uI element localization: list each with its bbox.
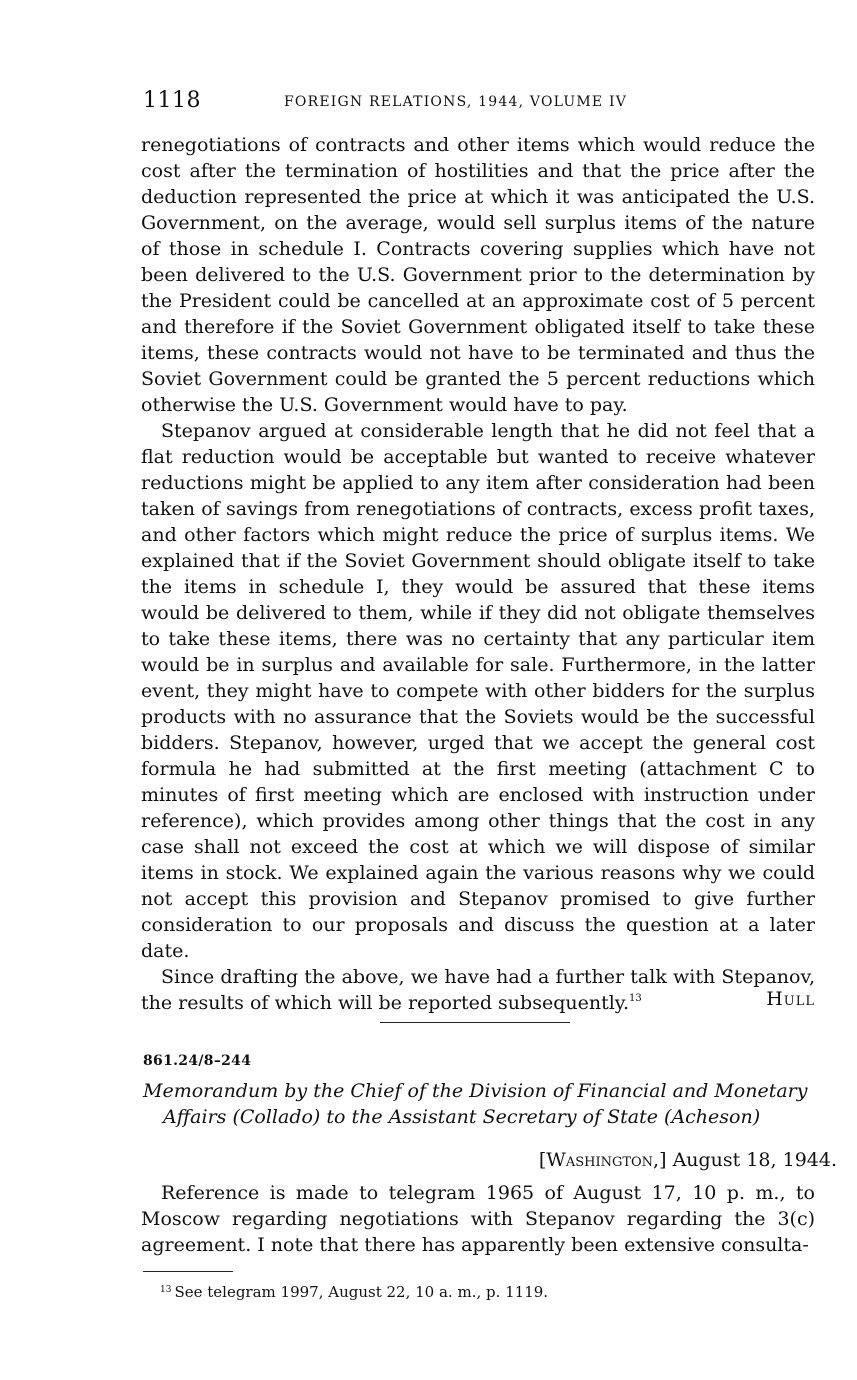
footnote-text: See telegram 1997, August 22, 10 a. m., p. 1119. — [174, 1283, 549, 1301]
dateline-place: [Washington,] — [538, 1149, 667, 1171]
file-number: 861.24/8–244 — [143, 1053, 252, 1069]
section-divider — [380, 1022, 570, 1023]
document-title — [143, 1078, 815, 1130]
body-paragraph-1: renegotiations of contracts and other items which would reduce the cost after the termination of hostilities and that the price after the deduction represented the price at which it was anticipated the U.S. Government, on the average, would sell surplus items of the nature of those in schedule I. Contracts covering supplies which have not been delivered to the U.S. Government prior to the determination by the President could be cancelled at an approximate cost of 5 percent and therefore if the Soviet Government obligated itself to take these items, these contracts would not have to be terminated and thus the Soviet Government could be granted the 5 percent reductions which otherwise the U.S. Government would have to pay. — [141, 134, 815, 416]
body-paragraph-2: Stepanov argued at considerable length that he did not feel that a flat reduction would be acceptable but wanted to receive whatever reductions might be applied to any item after consideration had been taken of savings from renegotiations of contracts, excess profit taxes, and other factors which might reduce the price of surplus items. We explained that if the Soviet Government should obligate itself to take the items in schedule I, they would be assured that these items would be delivered to them, while if they did not obligate themselves to take these items, there was no certainty that any particular item would be in surplus and available for sale. Furthermore, in the latter event, they might have to compete with other bidders for the surplus products with no assurance that the Soviets would be the successful bidders. Stepanov, however, urged that we accept the general cost formula he had submitted at the first meeting (attachment C to minutes of first meeting which are enclosed with instruction under reference), which provides among other things that the cost in any case shall not exceed the cost at which we will dispose of similar items in stock. We explained again the various reasons why we could not accept this provision and Stepanov promised to give further consideration to our proposals and discuss the question at a later date. — [141, 420, 815, 962]
dateline-date: August 18, 1944. — [672, 1149, 837, 1171]
memorandum-paragraph-1: Reference is made to telegram 1965 of August 17, 10 p. m., to Moscow regarding negotiations with Stepanov regarding the 3(c) agreement. I note that there has apparently been extensive consulta- — [141, 1182, 815, 1256]
document-title-line-1: Memorandum by the Chief of the Division of Financial and Monetary — [143, 1080, 808, 1102]
page-number: 1118 — [143, 88, 201, 113]
footnote-number: 13 — [160, 1285, 172, 1295]
dateline — [539, 1149, 837, 1171]
footnote-rule — [143, 1271, 233, 1272]
document-title-line-2: Affairs (Collado) to the Assistant Secretary of State (Acheson) — [163, 1106, 761, 1128]
running-title: FOREIGN RELATIONS, 1944, VOLUME IV — [284, 94, 628, 110]
body-text — [141, 132, 815, 1016]
footnote-reference: 13 — [629, 993, 642, 1004]
signature: Hull — [766, 988, 815, 1010]
body-paragraph-3-text: Since drafting the above, we have had a further talk with Stepanov, the results of which will be reported subsequently. — [141, 966, 815, 1014]
footnote — [160, 1283, 548, 1301]
body-paragraph-3 — [141, 964, 815, 1016]
running-head — [143, 88, 815, 118]
memorandum-body — [141, 1180, 815, 1258]
